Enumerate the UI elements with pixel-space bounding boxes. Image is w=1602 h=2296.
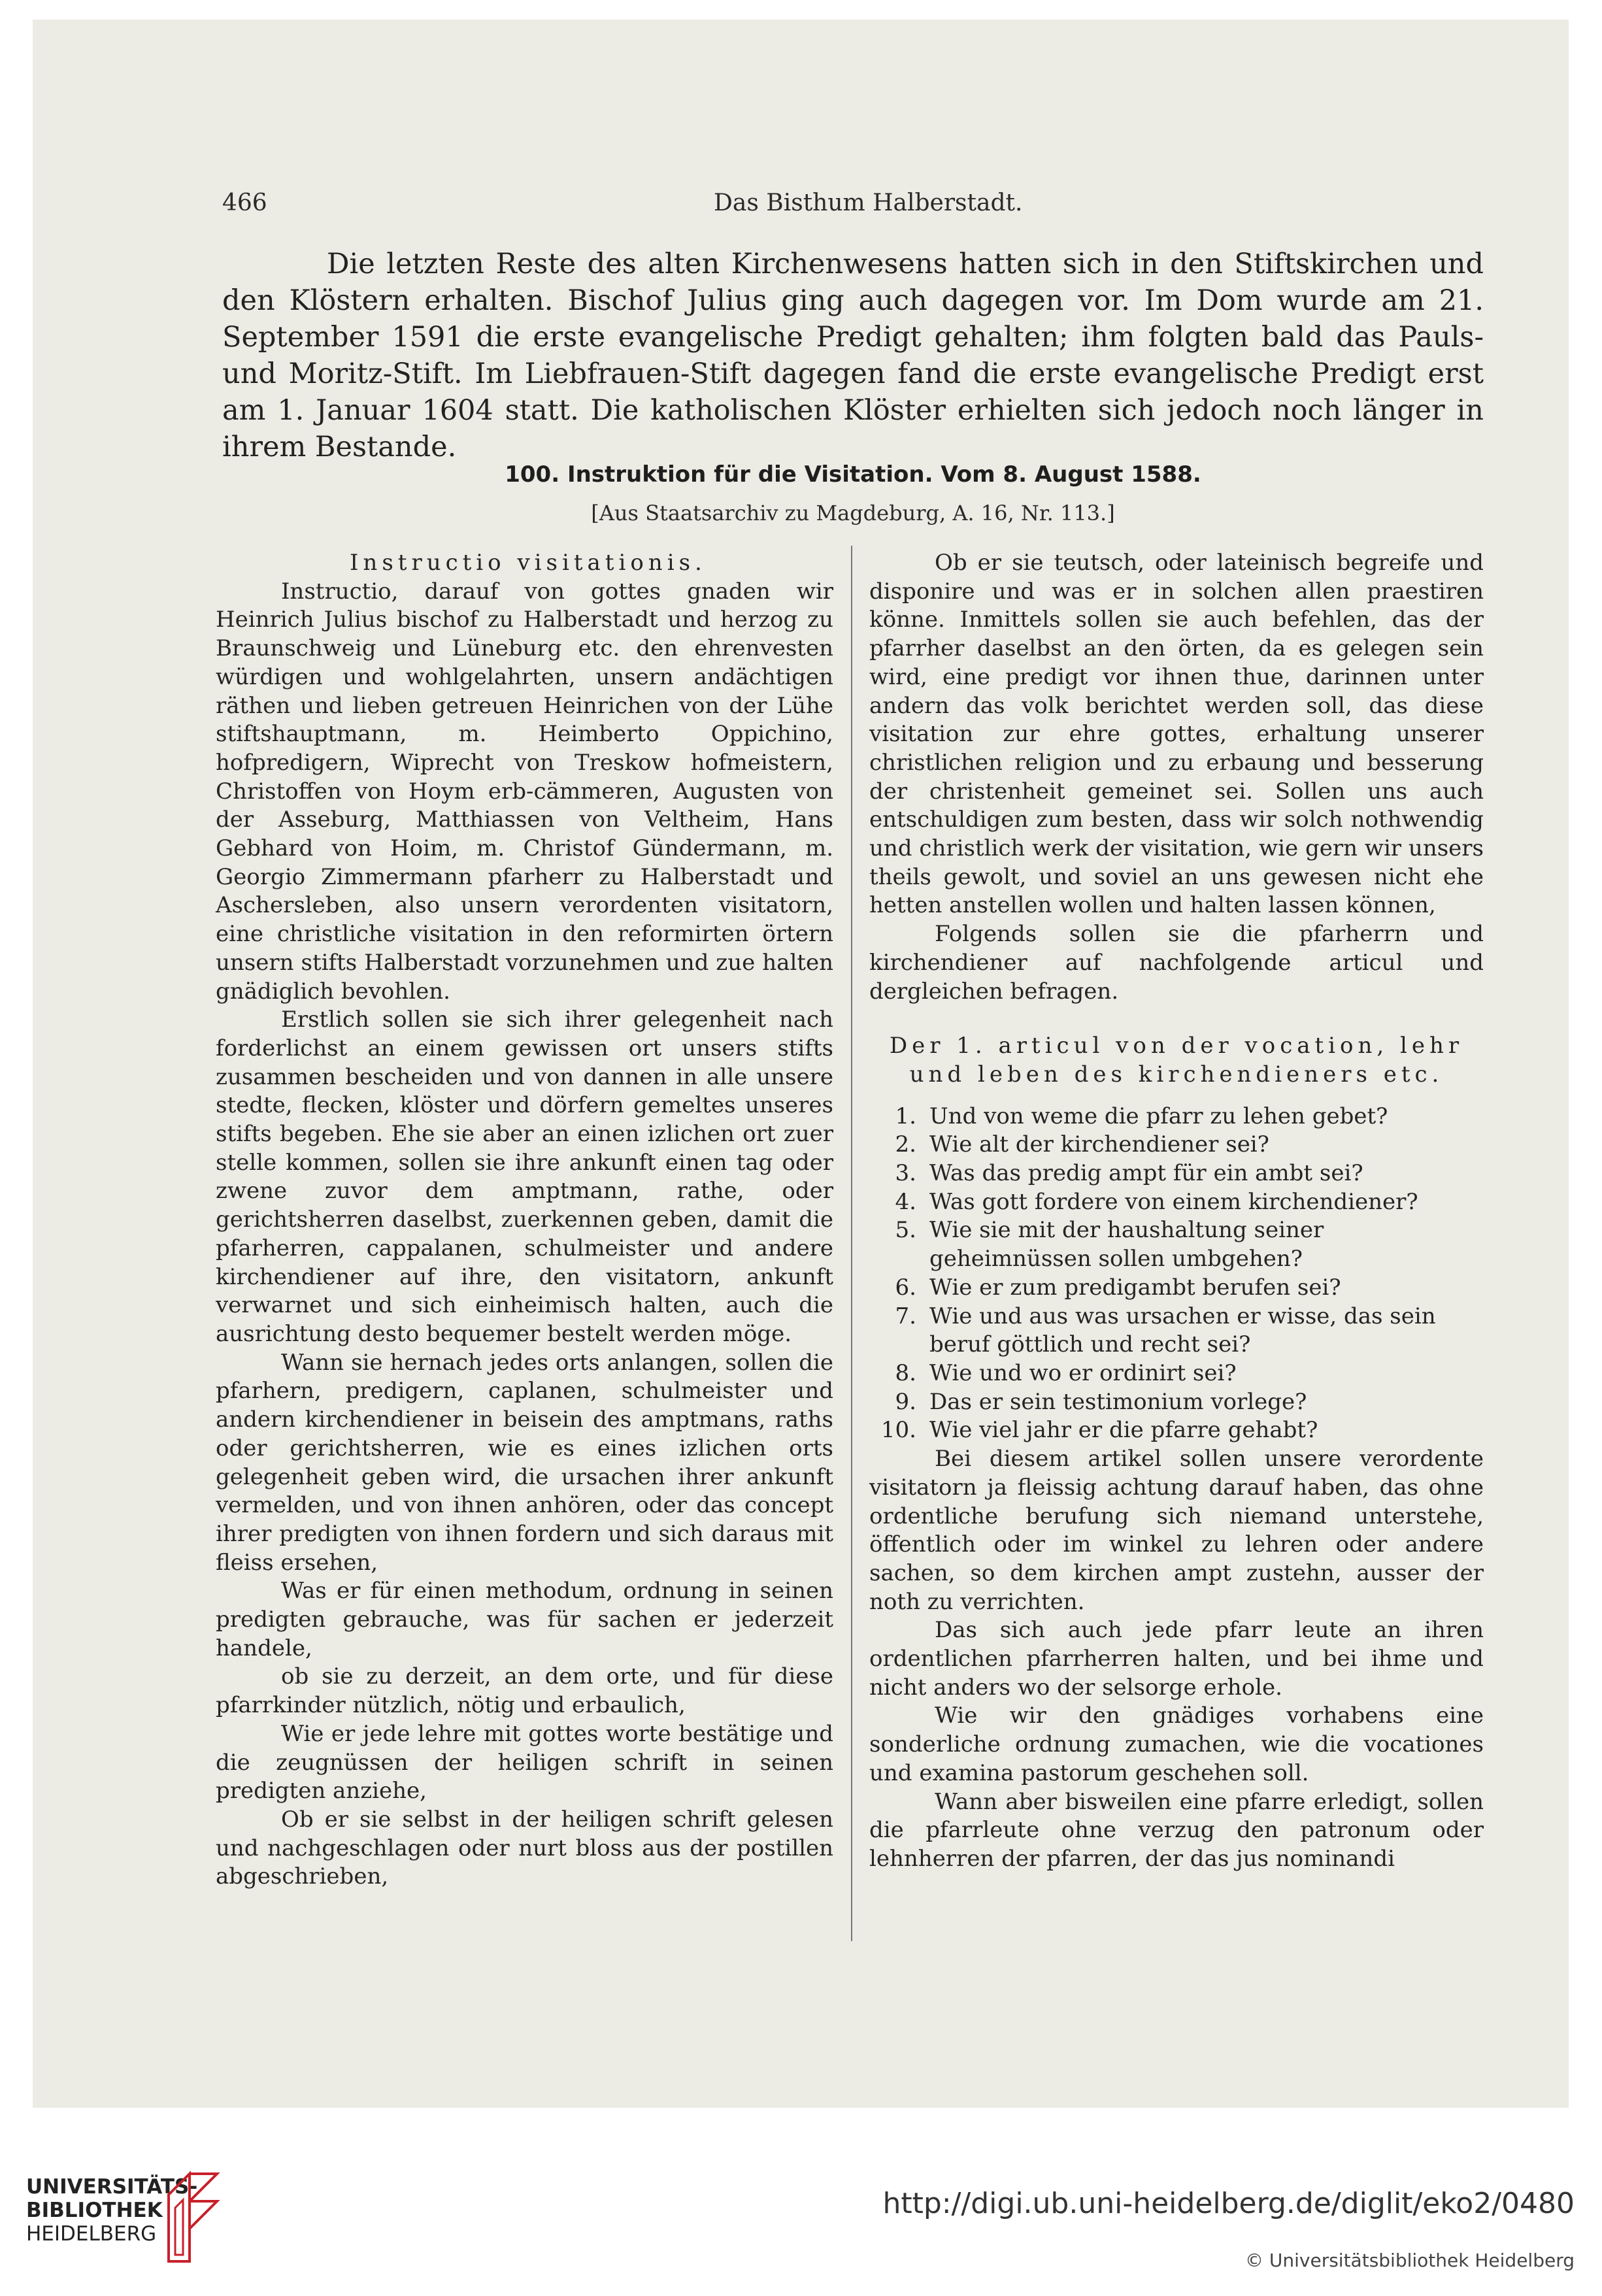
list-item: 7. Wie und aus was ursachen er wisse, das sein beruf göttlich und recht sei? <box>895 1303 1436 1358</box>
list-item: 3. Was das predig ampt für ein ambt sei? <box>895 1160 1363 1187</box>
question-list <box>869 1103 1484 1445</box>
document-source: [Aus Staatsarchiv zu Magdeburg, A. 16, Nr. 113.] <box>591 501 1115 525</box>
paragraph: Ob er sie teutsch, oder lateinisch begreife und disponire und was er in solchen allen praestiren könne. Inmittels sollen sie auch befehlen, das der pfarrher daselbst an den örten, da es gelegen sein wird, eine predigt vor ihnen thue, darinnen unter andern das volk berichtet werden soll, das diese visitation zur ehre gottes, erhaltung unserer christlichen religion und zu erbaung und besserung der christenheit gemeinet sei. Sollen uns auch entschuldigen zum besten, dass wir solch nothwendig und christlich werk der visitation, wie gern wir unsers theils gewolt, und soviel an uns gewesen nicht ehe hetten anstellen wollen und halten lassen können, <box>869 550 1484 919</box>
running-title: Das Bisthum Halberstadt. <box>714 190 1023 216</box>
permalink-url[interactable]: http://digi.ub.uni-heidelberg.de/diglit/eko2/0480 <box>882 2187 1575 2220</box>
paragraph: Erstlich sollen sie sich ihrer gelegenheit nach forderlichst an einem gewissen ort unsers stifts zusammen bescheiden und von dannen in alle unsere stedte, flecken, klöster und dörfern gemeltes unseres stifts begeben. Ehe sie aber an einen izlichen ort zuer stelle kommen, sollen sie ihre ankunft einen tag oder zwene zuvor dem amptmann, rathe, oder gerichtsherren daselbst, zuerkennen geben, damit die pfarherren, cappalanen, schulmeister und andere kirchendiener auf ihre, den visitatorn, ankunft verwarnet und sich einheimisch halten, auch die ausrichtung desto bequemer bestelt werden möge. <box>216 1007 833 1347</box>
page-number: 466 <box>222 190 267 216</box>
document-heading: 100. Instruktion für die Visitation. Vom 8. August 1588. <box>505 461 1201 488</box>
list-item: 9. Das er sein testimonium vorlege? <box>895 1388 1307 1415</box>
list-item: 8. Wie und wo er ordinirt sei? <box>895 1359 1237 1386</box>
paragraph: Wann aber bisweilen eine pfarre erledigt, sollen die pfarrleute ohne verzug den patronum oder lehnherren der pfarren, der das jus nominandi <box>869 1788 1484 1872</box>
paragraph: Das sich auch jede pfarr leute an ihren ordentlichen pfarrherren halten, und bei ihme und nicht anders wo der selsorge erhole. <box>869 1617 1484 1701</box>
paragraph: Was er für einen methodum, ordnung in seinen predigten gebrauche, was für sachen er jederzeit handele, <box>216 1578 833 1661</box>
library-logo-text[interactable]: UNIVERSITÄTS- BIBLIOTHEK HEIDELBERG <box>26 2175 198 2246</box>
article-heading: Der 1. articul von der vocation, lehr und leben des kirchendieners etc. <box>889 1033 1464 1088</box>
paragraph: Wann sie hernach jedes orts anlangen, sollen die pfarhern, predigern, caplanen, schulmeister und andern kirchendiener in beisein des amptmans, raths oder gerichtsherren, wie es eines izlichen orts gelegenheit geben wird, die ursachen ihrer ankunft vermelden, und von ihnen anhören, oder das concept ihrer predigten von ihnen fordern und sich daraus mit fleiss ersehen, <box>216 1349 833 1576</box>
paragraph: Ob er sie selbst in der heiligen schrift gelesen und nachgeschlagen oder nurt bloss aus der postillen abgeschrieben, <box>216 1806 833 1890</box>
left-column <box>216 549 833 1891</box>
list-item: 10. Wie viel jahr er die pfarre gehabt? <box>880 1417 1318 1444</box>
column-title: Instructio visitationis. <box>350 550 707 576</box>
paragraph: Wie er jede lehre mit gottes worte bestätige und die zeugnüssen der heiligen schrift in seinen predigten anziehe, <box>216 1720 833 1805</box>
intro-paragraph: Die letzten Reste des alten Kirchenwesens hatten sich in den Stiftskirchen und den Klöstern erhalten. Bischof Julius ging auch dagegen vor. Im Dom wurde am 21. September 1591 die erste evangelische Predigt gehalten; ihm folgten bald das Pauls- und Moritz-Stift. Im Liebfrauen-Stift dagegen fand die erste evangelische Predigt erst am 1. Januar 1604 statt. Die katholischen Klöster erhielten sich jedoch noch länger in ihrem Bestande. <box>222 248 1484 463</box>
list-item: 2. Wie alt der kirchendiener sei? <box>895 1131 1269 1158</box>
right-column <box>869 549 1484 1874</box>
list-item: 5. Wie sie mit der haushaltung seiner geheimnüssen sollen umbgehen? <box>895 1217 1324 1273</box>
paragraph: Bei diesem artikel sollen unsere verordente visitatorn ja fleissig achtung darauf haben, das ohne ordentliche berufung sich niemand unterstehe, öffentlich oder im winkel zu lehren oder andere sachen, so dem kirchen ampt zustehn, ausser der noth zu verrichten. <box>869 1446 1484 1615</box>
list-item: 4. Was gott fordere von einem kirchendiener? <box>895 1188 1418 1215</box>
copyright-notice: © Universitätsbibliothek Heidelberg <box>1244 2250 1575 2271</box>
paragraph: Instructio, darauf von gottes gnaden wir Heinrich Julius bischof zu Halberstadt und herzog zu Braunschweig und Lüneburg etc. den ehrenvesten würdigen und wohlgelahrten, unsern andächtigen räthen und lieben getreuen Heinrichen von der Lühe stiftshauptmann, m. Heimberto Oppichino, hofpredigern, Wiprecht von Treskow hofmeistern, Christoffen von Hoym erb-cämmeren, Augusten von der Asseburg, Matthiassen von Veltheim, Hans Gebhard von Hoim, m. Christof Gündermann, m. Georgio Zimmermann pfarherr zu Halberstadt und Aschersleben, also unsern verordenten visitatorn, eine christliche visitation in den reformirten örtern unsern stifts Halberstadt vorzunehmen und zue halten gnädiglich bevohlen. <box>216 578 833 1005</box>
list-item: 6. Wie er zum predigambt berufen sei? <box>895 1274 1341 1301</box>
library-logo-icon[interactable] <box>163 2169 222 2267</box>
paragraph: Wie wir den gnädiges vorhabens eine sonderliche ordnung zumachen, wie die vocationes und examina pastorum geschehen soll. <box>869 1703 1484 1786</box>
column-divider <box>851 546 852 1941</box>
list-item: 1. Und von weme die pfarr zu lehen gebet? <box>895 1103 1388 1129</box>
paragraph: ob sie zu derzeit, an dem orte, und für diese pfarrkinder nützlich, nötig und erbaulich, <box>216 1663 833 1719</box>
paragraph: Folgends sollen sie die pfarherrn und kirchendiener auf nachfolgende articul und dergleichen befragen. <box>869 921 1484 1005</box>
